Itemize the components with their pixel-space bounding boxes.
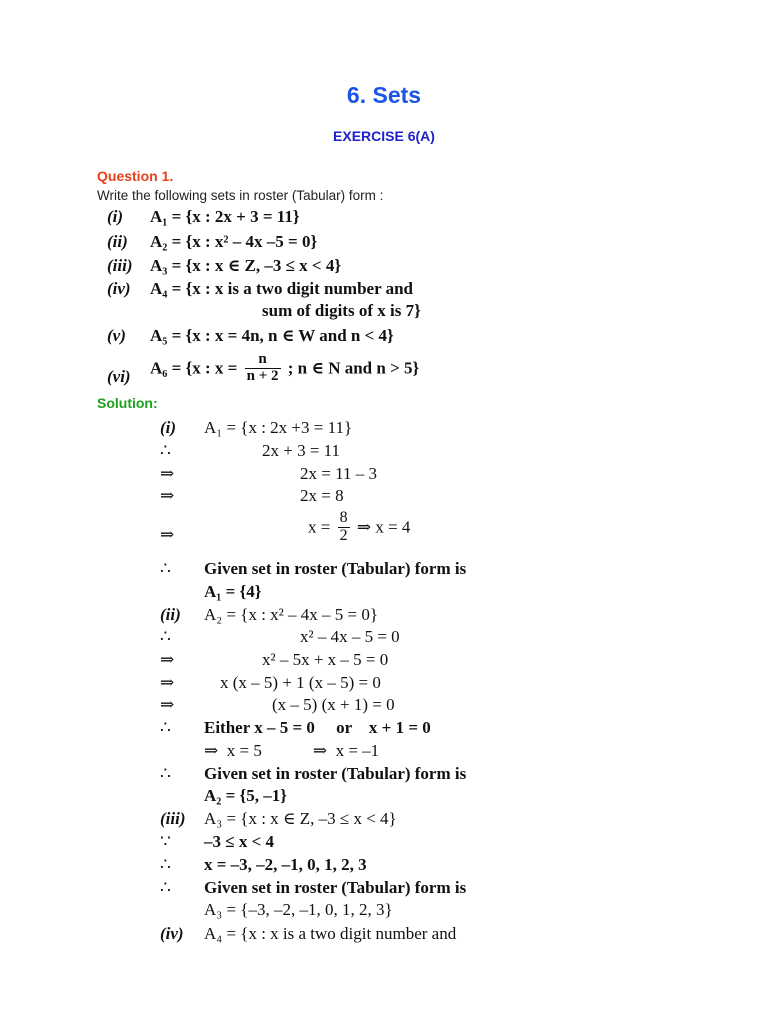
solution-line: 2x = 11 – 3 bbox=[300, 464, 377, 483]
therefore-symbol: ∴ bbox=[160, 559, 171, 578]
question-item-expression bbox=[150, 352, 419, 385]
solution-label: (ii) bbox=[160, 605, 181, 624]
question-item-label: (vi) bbox=[107, 367, 131, 386]
solution-line: A₁ = {x : 2x +3 = 11} bbox=[204, 418, 353, 437]
expression-part: ⇒ x = 4 bbox=[356, 517, 411, 537]
implies-symbol: ⇒ bbox=[160, 650, 175, 669]
expression-part: ; n ∈ N and n > 5} bbox=[287, 358, 420, 378]
solution-line bbox=[308, 510, 410, 545]
implies-symbol: ⇒ bbox=[160, 695, 175, 714]
solution-line: –3 ≤ x < 4 bbox=[204, 832, 275, 851]
solution-line: Given set in roster (Tabular) form is bbox=[204, 878, 467, 897]
fraction-numerator: 8 bbox=[339, 509, 348, 526]
question-item-expression: A₂ = {x : x² – 4x –5 = 0} bbox=[150, 232, 318, 251]
therefore-symbol: ∴ bbox=[160, 627, 171, 646]
exercise-title: EXERCISE 6(A) bbox=[333, 128, 435, 144]
solution-line: A₁ = {4} bbox=[204, 582, 262, 601]
question-item-expression: A₁ = {x : 2x + 3 = 11} bbox=[150, 207, 300, 226]
solution-line: A₂ = {5, –1} bbox=[204, 786, 287, 805]
solution-line: Given set in roster (Tabular) form is bbox=[204, 764, 467, 783]
solution-line: x = –3, –2, –1, 0, 1, 2, 3 bbox=[204, 855, 367, 874]
solution-line: A₃ = {x : x ∈ Z, –3 ≤ x < 4} bbox=[204, 809, 397, 828]
solution-line: A₃ = {–3, –2, –1, 0, 1, 2, 3} bbox=[204, 900, 393, 919]
question-item-expression: A₅ = {x : x = 4n, n ∈ W and n < 4} bbox=[150, 326, 394, 345]
therefore-symbol: ∴ bbox=[160, 764, 171, 783]
solution-line: x² – 5x + x – 5 = 0 bbox=[262, 650, 389, 669]
question-item-label: (iii) bbox=[107, 256, 133, 275]
solution-label: (iii) bbox=[160, 809, 186, 828]
question-item-label: (v) bbox=[107, 326, 126, 345]
solution-line: x² – 4x – 5 = 0 bbox=[300, 627, 400, 646]
expression-part: A₆ = {x : x = bbox=[150, 358, 238, 378]
because-symbol: ∵ bbox=[160, 832, 171, 851]
fraction bbox=[338, 510, 350, 545]
therefore-symbol: ∴ bbox=[160, 855, 171, 874]
solution-line: A₂ = {x : x² – 4x – 5 = 0} bbox=[204, 605, 379, 624]
solution-label: (i) bbox=[160, 418, 177, 437]
solution-line: 2x + 3 = 11 bbox=[262, 441, 341, 460]
question-item-label: (i) bbox=[107, 207, 124, 226]
question-item-label: (iv) bbox=[107, 279, 131, 298]
chapter-title: 6. Sets bbox=[346, 82, 422, 108]
solution-line: ⇒ x = 5 ⇒ x = –1 bbox=[204, 741, 380, 760]
implies-symbol: ⇒ bbox=[160, 673, 175, 692]
solution-line: Given set in roster (Tabular) form is bbox=[204, 559, 467, 578]
solution-line: A₄ = {x : x is a two digit number and bbox=[204, 924, 457, 943]
question-item-expression: A₃ = {x : x ∈ Z, –3 ≤ x < 4} bbox=[150, 256, 342, 275]
solution-heading: Solution: bbox=[97, 395, 158, 411]
question-item-expression-continued: sum of digits of x is 7} bbox=[262, 301, 421, 320]
therefore-symbol: ∴ bbox=[160, 878, 171, 897]
solution-label: (iv) bbox=[160, 924, 184, 943]
question-item-expression: A₄ = {x : x is a two digit number and bbox=[150, 279, 413, 298]
fraction-denominator: n + 2 bbox=[246, 367, 279, 384]
fraction bbox=[245, 352, 281, 385]
fraction-numerator: n bbox=[245, 352, 281, 369]
solution-line: (x – 5) (x + 1) = 0 bbox=[272, 695, 395, 714]
question-text: Write the following sets in roster (Tabular) form : bbox=[97, 188, 384, 203]
therefore-symbol: ∴ bbox=[160, 441, 171, 460]
question-heading: Question 1. bbox=[97, 168, 174, 184]
implies-symbol: ⇒ bbox=[160, 525, 175, 544]
therefore-symbol: ∴ bbox=[160, 718, 171, 737]
solution-line: 2x = 8 bbox=[300, 486, 344, 505]
implies-symbol: ⇒ bbox=[160, 486, 175, 505]
expression-part: x = bbox=[308, 517, 331, 537]
question-item-label: (ii) bbox=[107, 232, 128, 251]
fraction-denominator: 2 bbox=[339, 526, 348, 544]
solution-line: x (x – 5) + 1 (x – 5) = 0 bbox=[220, 673, 381, 692]
implies-symbol: ⇒ bbox=[160, 464, 175, 483]
solution-line: Either x – 5 = 0 or x + 1 = 0 bbox=[204, 718, 431, 737]
